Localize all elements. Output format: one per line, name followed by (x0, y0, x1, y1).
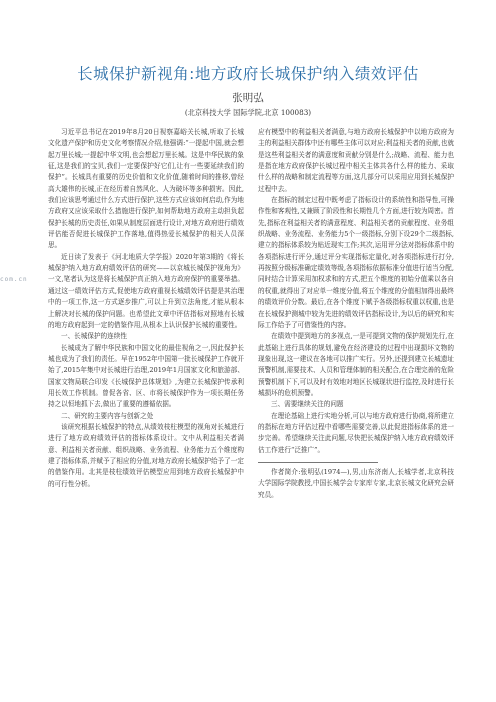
section-heading: 三、需要继续关注的问题 (271, 400, 344, 409)
paragraph: 习近平总书记在2019年8月20日视察嘉峪关长城,听取了长城文化遗产保护和历史文化考察情况介绍,他强调:“一提起中国,就会想起万里长城;一提起中华文明,也会想起万里长城。这是中华民族的象征,这是我们的宝贝,我们一定要保护好它们,让有一些要延续我们的保护”。长城具有重要的历史价值和文化价值,随着时间的推移,曾经高大雄伟的长城,正在经历着自然风化、人为破坏等多种损害。因此,我们应该思考通过什么方式进行保护,这些方式应该如何启动,作为地方政府又应该采取什么措施进行保护,如何帮助地方政府主动担负起保护长城的历史责任,如果从制度层面进行设计,对地方政府进行绩效评估能否促进长城保护工作落地,值得热爱长城保护的相关人员深思。 (48, 128, 244, 250)
paragraph: 长城成为了解中华民族和中国文化的最佳视角之一,因此保护长城也成为了我们的责任。早在1952年中国第一批长城保护工作就开始了,2015年集中对长城进行治理,2019年1月国家文化和旅游部、国家文物局联合印发《长城保护总体规划》,为建立长城保护传承利用长效工作机制。曾促各省、区、市将长城保护作为一项长期任务持之以恒地抓下去,做出了重要的遵循依据。 (48, 343, 244, 409)
paragraph: 在绩效中提到地方的多视点,一是可提到文物的保护规划先行,在此基础上进行具体的规划,避免在经济建设的过程中出现损坏文物的现象出现,这一建议在各地可以推广实行。另外,还提到建立长城遗址预警机制,需要技术、人员和管理体制的相关配合,在合理完善的危险预警机制下下,可以及时有效地对地区长城现状进行监控,及时进行长城损坏的危机预警。 (258, 332, 454, 397)
paragraph: 作者简介:张明弘(1974—),男,山东济南人,长城学者,北京科技大学国际学院教授,中国长城学会专家库专家,北京长城文化研究会研究员。 (258, 467, 454, 499)
watermark-text: com.cn (0, 276, 28, 283)
author-affiliation: (北京科技大学 国际学院,北京 100083) (184, 108, 312, 117)
article-title: 长城保护新视角:地方政府长城保护纳入绩效评估 (77, 65, 419, 83)
left-column (48, 127, 244, 490)
paragraph: 在指标的制定过程中既考虑了指标设计的系统性和指导性,可操作性和客观性,又兼顾了阶段性和长期性几个方面,进行较为周密。首先,指标在利益相关者的满意程度、利益相关者的贡献程度、业务组织战略、业务流程、业务能力5个一级指标,分别下设29个二级指标,建立的指标体系较为贴近现实工作;其次,运用评分法对指标体系中的各项指标进行评分,通过评分实现指标定量化,对各项指标进行打分,再按照分级标准确定绩效等级,各项指标依据标准分值进行适当分配,同时结合计算采用加权求和的方式,把五个维度的初始分值乘以各自的权重,就得出了对应单一维度分值,将五个维度的分值相加得出最终的绩效评价分数。最后,在各个维度下赋予各级指标权重以权重,也是在长城保护测城中较为先进的绩效评估指标设计,为以后的研究和实际工作给予了可借鉴性的内容。 (258, 196, 454, 329)
paragraph: 应有模型中的利益相关者满意,与地方政府长城保护中以地方政府为主的利益相关群体中还有哪些主体可以对应;利益相关者的贡献,也就是这些利益相关者的满意度和贡献分别是什么;战略、流程、能力也是指在地方政府保护长城过程中相关主体共各什么样的能力、采取什么样的战略和制定流程等方面,这几部分可以采用应用到长城保护过程中去。 (258, 128, 454, 193)
paragraph: 在理论基础上进行实地分析,可以与地方政府进行协商,将所建立的指标在地方评估过程中看哪些需要完善,以此促进指标体系的进一步完善。希望继续关注此问题,尽快把长城保护纳入地方政府绩效评估工作进行“泛推广”。 (258, 411, 454, 454)
section-heading: 一、长城保护的连续性 (61, 332, 127, 341)
right-column (258, 127, 454, 501)
author-name: 张明弘 (232, 92, 264, 104)
paragraph: 近日读了发表于《河北地质大学学报》2020年第3期的《将长城保护纳入地方政府绩效评估的研究——以京城长城保护视角为》一文,笔者认为这是将长城保护真正纳入地方政府保护的重要举措。通过这一绩效评估方式,促使地方政府重视长城绩效评估提是其治理中的一项工作,这一方式逐步推广,可以上升到立法角度,才能从根本上解决对长城的保护问题。也希望此文章中评估指标对照地有长城的地方政府起到一定的借鉴作用,从根本上认识保护长城的重要性。 (48, 252, 244, 329)
footnote-divider (258, 462, 378, 463)
section-heading: 二、研究的主要内容与创新之处 (61, 411, 154, 420)
paragraph: 该研究根据长城保护的特点,从绩效枝柱模型的视角对长城进行进行了地方政府绩效评估的指标体系设计。文中从利益相关者满意、利益相关者贡献、组织战略、业务流程、业务能力五个维度构建了指标体系,并赋予了相应的分值,对地方政府长城保护给予了一定的借鉴作用。北其是枝柱绩效评估模型应用到地方政府长城保护中的可行性分析。 (48, 422, 244, 488)
